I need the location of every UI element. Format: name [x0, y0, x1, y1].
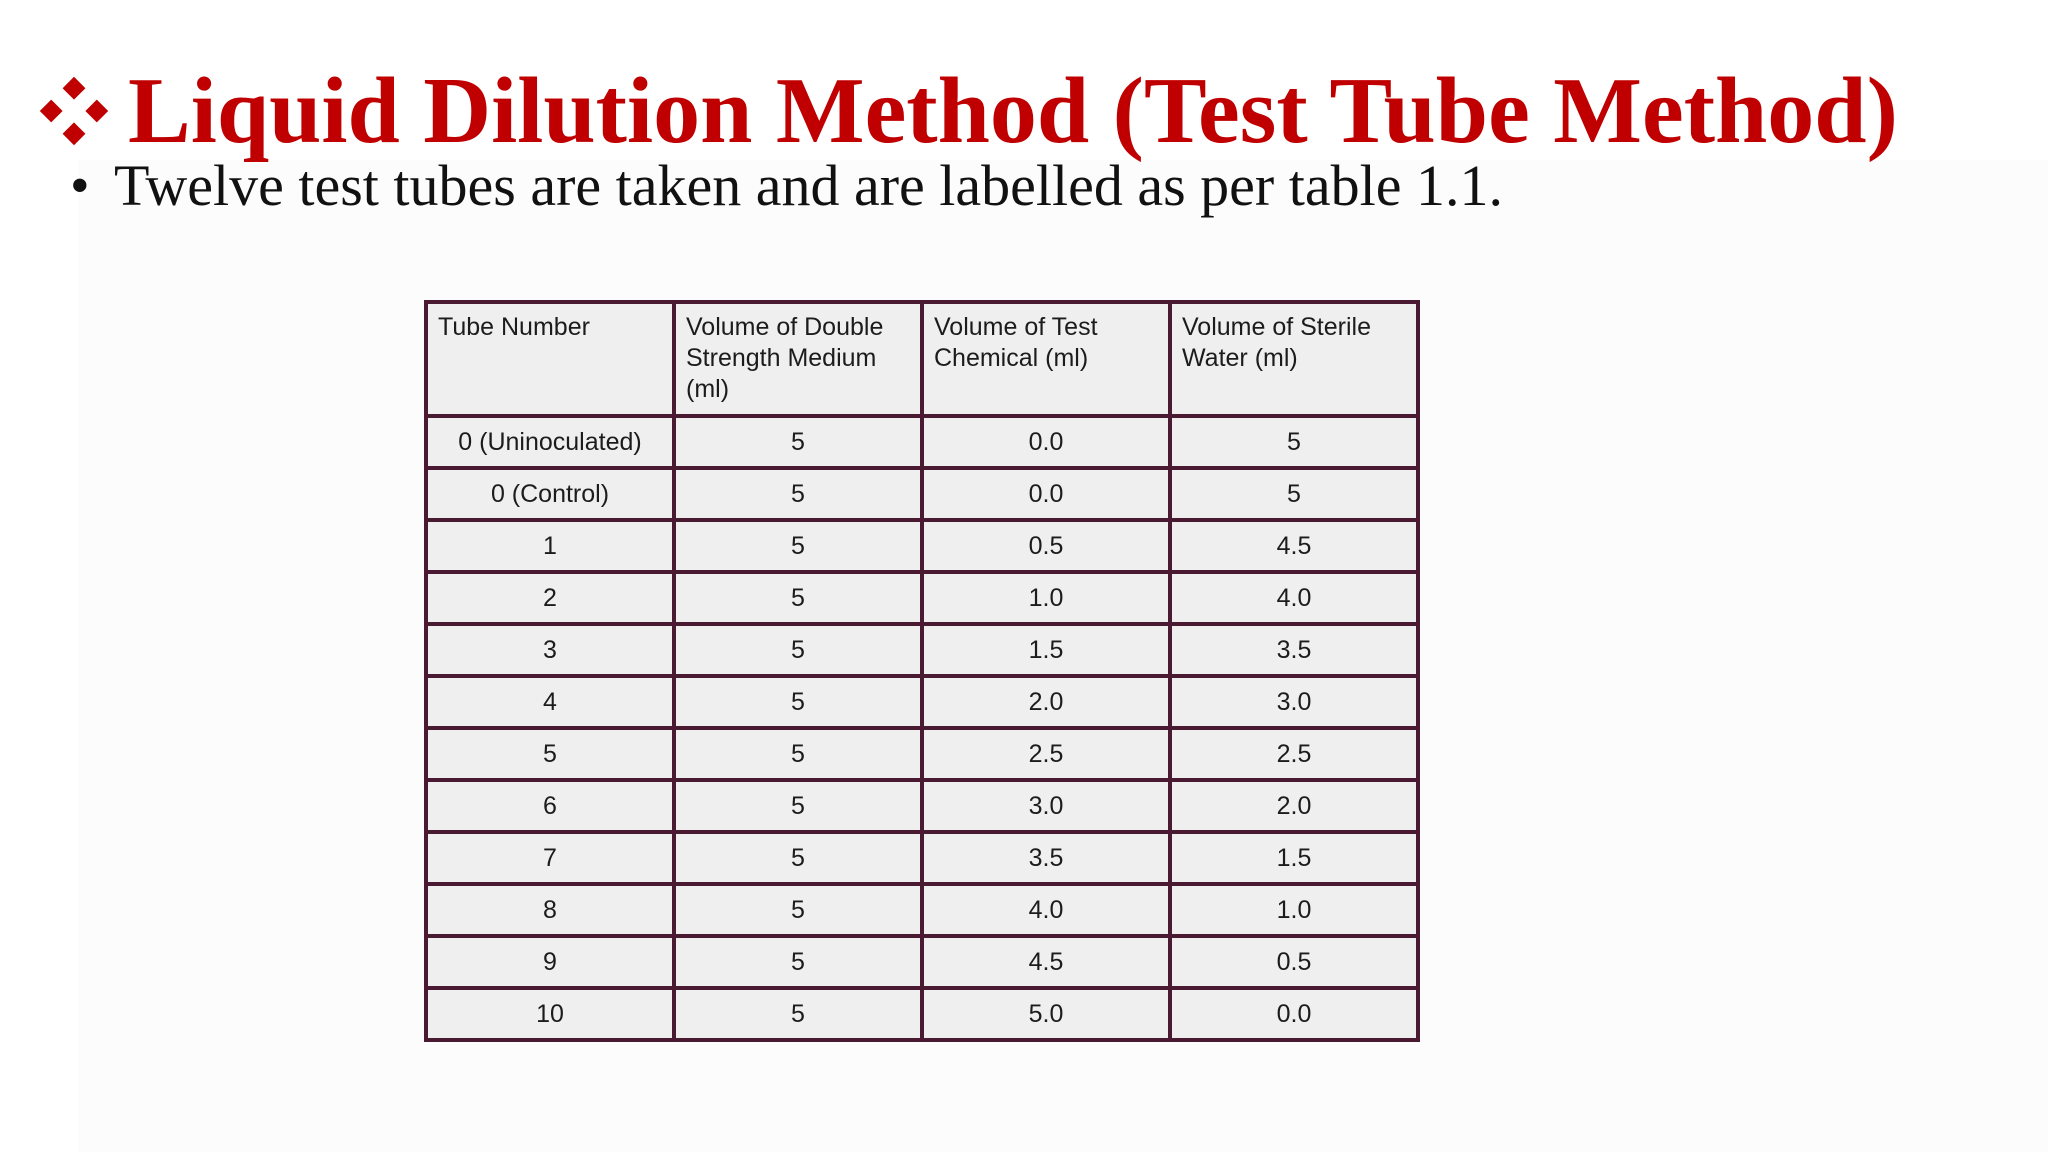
tube-number-cell: 10	[426, 988, 674, 1040]
table-body	[426, 416, 1418, 1040]
chemical-volume-cell: 5.0	[922, 988, 1170, 1040]
bullet-text: Twelve test tubes are taken and are labelled as per table 1.1.	[114, 153, 1503, 218]
medium-volume-cell: 5	[674, 988, 922, 1040]
chemical-volume-cell: 4.0	[922, 884, 1170, 936]
table-row	[426, 728, 1418, 780]
table-row	[426, 884, 1418, 936]
table-row	[426, 936, 1418, 988]
chemical-volume-cell: 0.0	[922, 468, 1170, 520]
tube-number-cell: 2	[426, 572, 674, 624]
water-volume-cell: 0.0	[1170, 988, 1418, 1040]
tube-number-cell: 8	[426, 884, 674, 936]
chemical-volume-cell: 0.0	[922, 416, 1170, 468]
header-sterile-water: Volume of Sterile Water (ml)	[1170, 302, 1418, 416]
medium-volume-cell: 5	[674, 416, 922, 468]
chemical-volume-cell: 1.5	[922, 624, 1170, 676]
chemical-volume-cell: 3.0	[922, 780, 1170, 832]
water-volume-cell: 1.0	[1170, 884, 1418, 936]
chemical-volume-cell: 1.0	[922, 572, 1170, 624]
water-volume-cell: 5	[1170, 416, 1418, 468]
tube-number-cell: 0 (Control)	[426, 468, 674, 520]
water-volume-cell: 4.5	[1170, 520, 1418, 572]
medium-volume-cell: 5	[674, 832, 922, 884]
water-volume-cell: 4.0	[1170, 572, 1418, 624]
bullet-dot: •	[70, 155, 90, 217]
header-double-strength-medium: Volume of Double Strength Medium (ml)	[674, 302, 922, 416]
medium-volume-cell: 5	[674, 676, 922, 728]
water-volume-cell: 3.0	[1170, 676, 1418, 728]
table-row	[426, 988, 1418, 1040]
bullet-item	[70, 148, 1503, 224]
tube-number-cell: 6	[426, 780, 674, 832]
tube-number-cell: 7	[426, 832, 674, 884]
table-row	[426, 676, 1418, 728]
tube-number-cell: 4	[426, 676, 674, 728]
table-header-row	[426, 302, 1418, 416]
header-test-chemical: Volume of Test Chemical (ml)	[922, 302, 1170, 416]
medium-volume-cell: 5	[674, 624, 922, 676]
tube-number-cell: 3	[426, 624, 674, 676]
table-row	[426, 624, 1418, 676]
medium-volume-cell: 5	[674, 884, 922, 936]
water-volume-cell: 2.5	[1170, 728, 1418, 780]
table-row	[426, 572, 1418, 624]
water-volume-cell: 5	[1170, 468, 1418, 520]
water-volume-cell: 0.5	[1170, 936, 1418, 988]
water-volume-cell: 3.5	[1170, 624, 1418, 676]
chemical-volume-cell: 4.5	[922, 936, 1170, 988]
tube-number-cell: 1	[426, 520, 674, 572]
table-row	[426, 780, 1418, 832]
four-diamond-icon	[36, 73, 112, 149]
chemical-volume-cell: 3.5	[922, 832, 1170, 884]
water-volume-cell: 1.5	[1170, 832, 1418, 884]
medium-volume-cell: 5	[674, 520, 922, 572]
medium-volume-cell: 5	[674, 468, 922, 520]
table-row	[426, 416, 1418, 468]
medium-volume-cell: 5	[674, 936, 922, 988]
table-row	[426, 520, 1418, 572]
tube-number-cell: 5	[426, 728, 674, 780]
water-volume-cell: 2.0	[1170, 780, 1418, 832]
tube-number-cell: 9	[426, 936, 674, 988]
page-title: Liquid Dilution Method (Test Tube Method)	[128, 59, 1898, 163]
medium-volume-cell: 5	[674, 572, 922, 624]
tube-number-cell: 0 (Uninoculated)	[426, 416, 674, 468]
dilution-table	[424, 300, 1420, 1042]
chemical-volume-cell: 2.5	[922, 728, 1170, 780]
medium-volume-cell: 5	[674, 780, 922, 832]
medium-volume-cell: 5	[674, 728, 922, 780]
table-row	[426, 832, 1418, 884]
header-tube-number: Tube Number	[426, 302, 674, 416]
table-row	[426, 468, 1418, 520]
chemical-volume-cell: 0.5	[922, 520, 1170, 572]
chemical-volume-cell: 2.0	[922, 676, 1170, 728]
